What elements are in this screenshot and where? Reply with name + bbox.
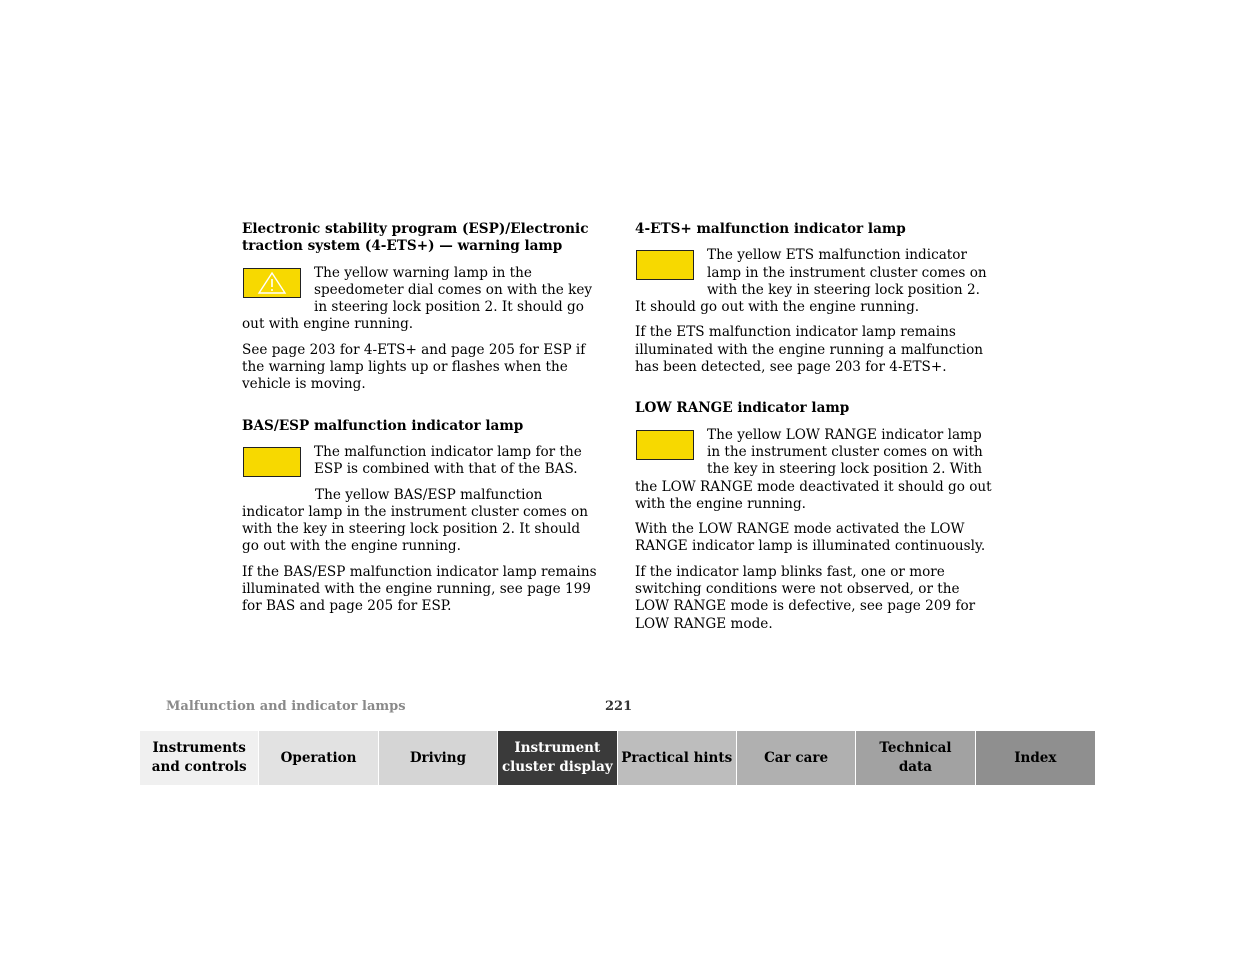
chapter-nav	[140, 731, 1095, 785]
low-range-text-1: The yellow LOW RANGE indicator lamp in the instrument cluster comes on with the key in steering lock position 2. With the LOW RANGE mode deactivated it should go out with the engine running.	[635, 426, 992, 512]
tab-driving[interactable]: Driving	[379, 731, 498, 785]
bas-esp-text-3: If the BAS/ESP malfunction indicator lamp remains illuminated with the engine running, see page 199 for BAS and page 205 for ESP.	[242, 563, 597, 615]
ets-text-2: If the ETS malfunction indicator lamp remains illuminated with the engine running a malfunction has been detected, see page 203 for 4-ETS+.	[635, 324, 984, 376]
low-range-heading: LOW RANGE indicator lamp	[635, 400, 850, 417]
bas-esp-lamp	[243, 447, 301, 477]
bas-esp-block	[242, 444, 600, 556]
low-range-text-3: If the indicator lamp blinks fast, one or more switching conditions were not observed, or the LOW RANGE mode is defective, see page 209 for LOW RANGE mode.	[635, 563, 976, 632]
ets-heading: 4-ETS+ malfunction indicator lamp	[635, 221, 906, 237]
bas-esp-text-2: The yellow BAS/ESP malfunction indicator lamp in the instrument cluster comes on with the key in steering lock position 2. It should go out with the engine running.	[242, 486, 588, 555]
tab-practical-hints[interactable]: Practical hints	[618, 731, 737, 785]
low-range-text-2: With the LOW RANGE mode activated the LOW RANGE indicator lamp is illuminated continuously.	[635, 521, 986, 555]
right-column	[635, 221, 993, 641]
ets-block	[635, 247, 993, 324]
esp-warning-lamp	[243, 268, 301, 298]
esp-warning-heading: Electronic stability program (ESP)/Electronic traction system (4-ETS+) — warning lamp	[242, 221, 589, 255]
ets-text-1: The yellow ETS malfunction indicator lamp in the instrument cluster comes on with the key in steering lock position 2. It should go out with the engine running.	[635, 247, 987, 316]
ets-lamp	[636, 250, 694, 280]
esp-warning-block	[242, 265, 600, 342]
esp-warning-text-2: See page 203 for 4-ETS+ and page 205 for ESP if the warning lamp lights up or flashes when the vehicle is moving.	[242, 341, 586, 393]
tab-car-care[interactable]: Car care	[737, 731, 856, 785]
tab-instrument-cluster-display[interactable]: Instrument cluster display	[498, 731, 617, 785]
tab-operation[interactable]: Operation	[259, 731, 378, 785]
tab-technical-data[interactable]: Technical data	[856, 731, 975, 785]
page-number: 221	[605, 699, 633, 714]
warning-triangle-icon	[257, 271, 287, 295]
tab-instruments-and-controls[interactable]: Instruments and controls	[140, 731, 259, 785]
low-range-block	[635, 427, 993, 521]
section-title: Malfunction and indicator lamps	[166, 699, 406, 714]
low-range-lamp	[636, 430, 694, 460]
bas-esp-text-1: The malfunction indicator lamp for the ESP is combined with that of the BAS.	[314, 443, 582, 478]
bas-esp-heading: BAS/ESP malfunction indicator lamp	[242, 417, 524, 434]
esp-warning-text-1: The yellow warning lamp in the speedometer dial comes on with the key in steering lock position 2. It should go out with engine running.	[242, 264, 593, 333]
tab-index[interactable]: Index	[976, 731, 1095, 785]
left-column	[242, 221, 600, 624]
